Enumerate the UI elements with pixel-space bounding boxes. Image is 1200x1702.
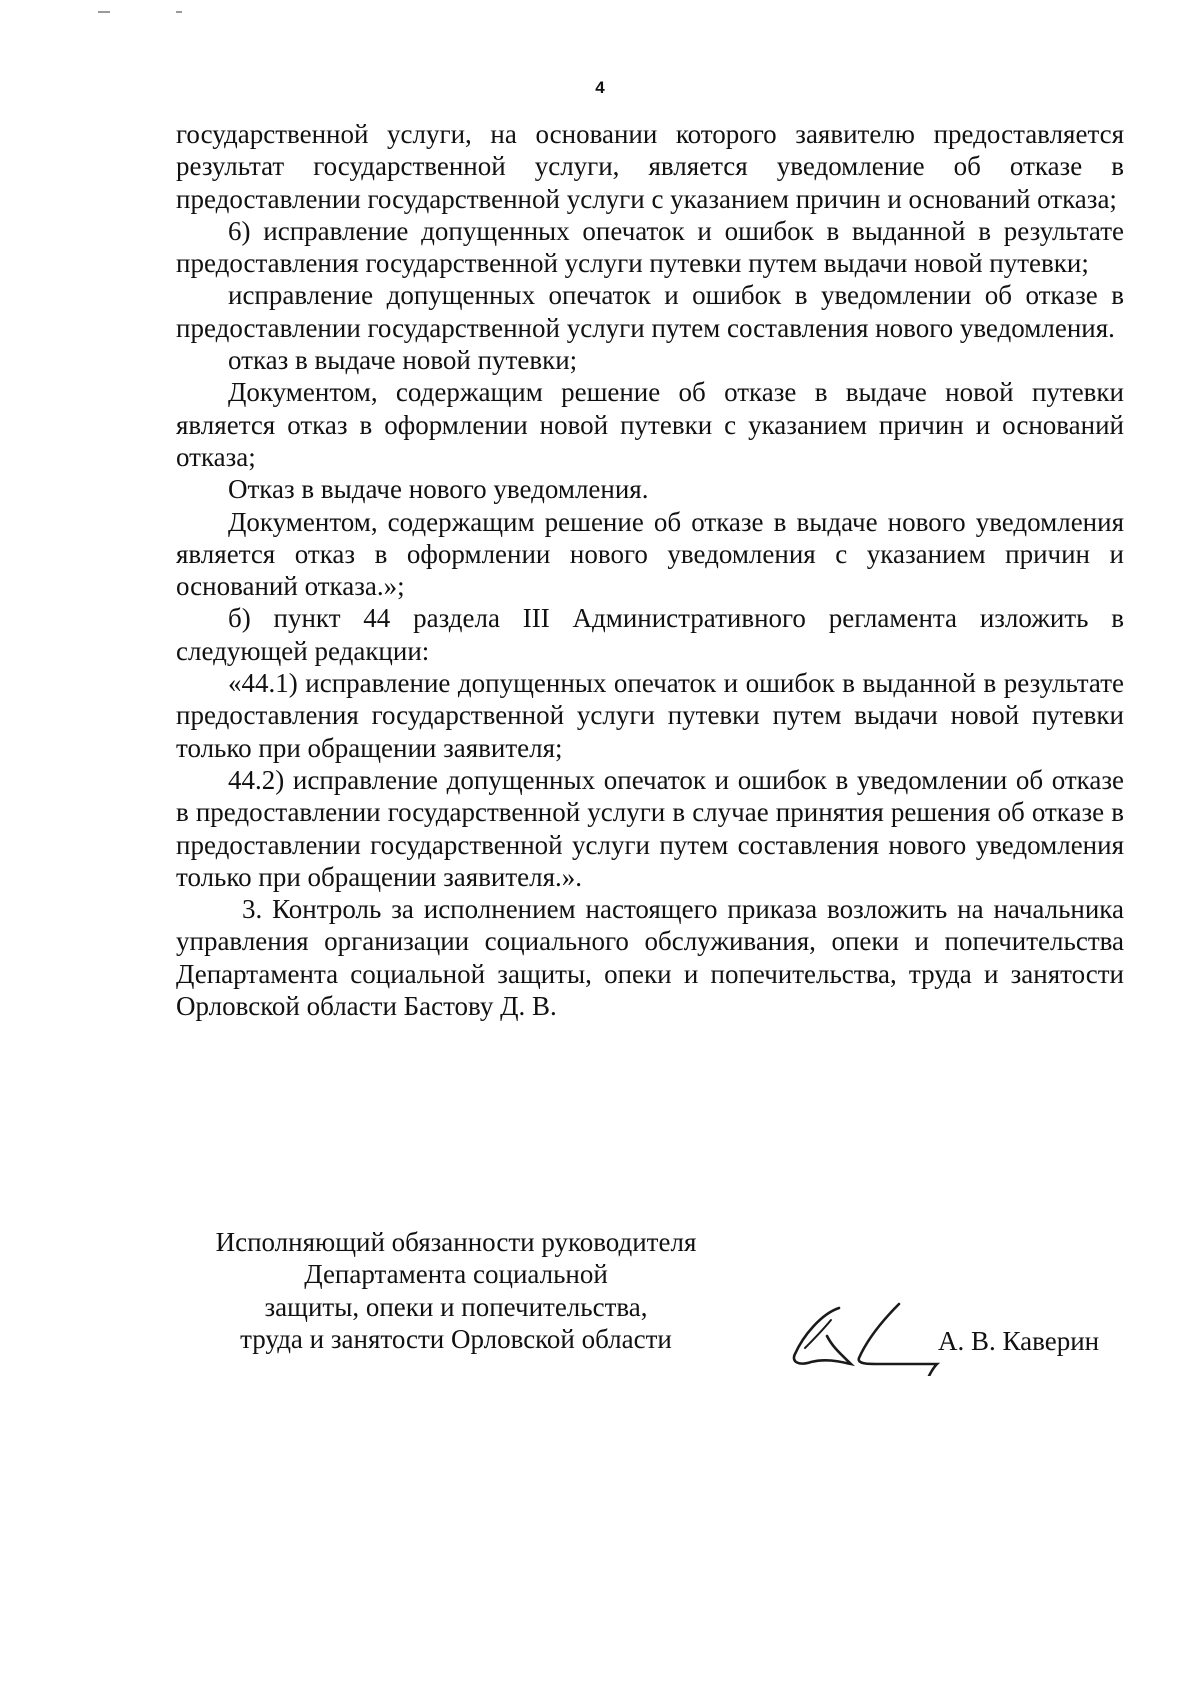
signatory-title-line: Исполняющий обязанности руководителя bbox=[215, 1227, 697, 1257]
document-body bbox=[176, 118, 1124, 1022]
signatory-title-line: Департамента социальной bbox=[304, 1259, 608, 1290]
scan-artifact bbox=[176, 11, 182, 13]
paragraph-refusal-notice-document: Документом, содержащим решение об отказе в выдаче нового уведомления является отказ в оформлении нового уведомления с указанием причин и оснований отказа.»; bbox=[176, 506, 1124, 602]
signature-block bbox=[176, 1226, 1124, 1376]
paragraph-refusal-notice: Отказ в выдаче нового уведомления. bbox=[228, 474, 649, 505]
signatory-name: А. В. Каверин bbox=[938, 1326, 1100, 1356]
paragraph-refusal-voucher: отказ в выдаче новой путевки; bbox=[228, 345, 578, 376]
paragraph-refusal-voucher-document: Документом, содержащим решение об отказе в выдаче новой путевки является отказ в оформлении новой путевки с указанием причин и оснований отказа; bbox=[176, 377, 1124, 472]
paragraph-item-6: 6) исправление допущенных опечаток и ошибок в выданной в результате предоставления государственной услуги путевки путем выдачи новой путевки; bbox=[176, 215, 1124, 279]
paragraph-item-b: б) пункт 44 раздела III Административного регламента изложить в следующей редакции: bbox=[176, 603, 1124, 666]
scan-artifact bbox=[98, 11, 110, 13]
handwritten-signature-icon bbox=[781, 1296, 941, 1376]
paragraph-item-3: 3. Контроль за исполнением настоящего приказа возложить на начальника управления организации социального обслуживания, опеки и попечительства Департамента социальной защиты, опеки и попечительства, труда и занятости Орловской области Бастову Д. В. bbox=[176, 894, 1124, 1022]
paragraph-correction-notice: исправление допущенных опечаток и ошибок в уведомлении об отказе в предоставлении государственной услуги путем составления нового уведомления. bbox=[176, 280, 1124, 343]
signatory-title-line: защиты, опеки и попечительства, bbox=[264, 1291, 648, 1322]
paragraph-44-1: «44.1) исправление допущенных опечаток и ошибок в выданной в результате предоставления государственной услуги путевки путем выдачи новой путевки только при обращении заявителя; bbox=[176, 668, 1124, 763]
signatory-title-line: труда и занятости Орловской области bbox=[240, 1323, 672, 1354]
paragraph-44-2: 44.2) исправление допущенных опечаток и ошибок в уведомлении об отказе в предоставлении государственной услуги в случае принятия решения об отказе в предоставлении государственной услуги путем составления нового уведомления только при обращении заявителя.». bbox=[176, 764, 1124, 892]
page-number: 4 bbox=[595, 78, 605, 97]
signatory-title bbox=[186, 1226, 726, 1355]
paragraph-continuation: государственной услуги, на основании которого заявителю предоставляется результат государственной услуги, является уведомление об отказе в предоставлении государственной услуги с указанием причин и оснований отказа; bbox=[176, 119, 1124, 214]
